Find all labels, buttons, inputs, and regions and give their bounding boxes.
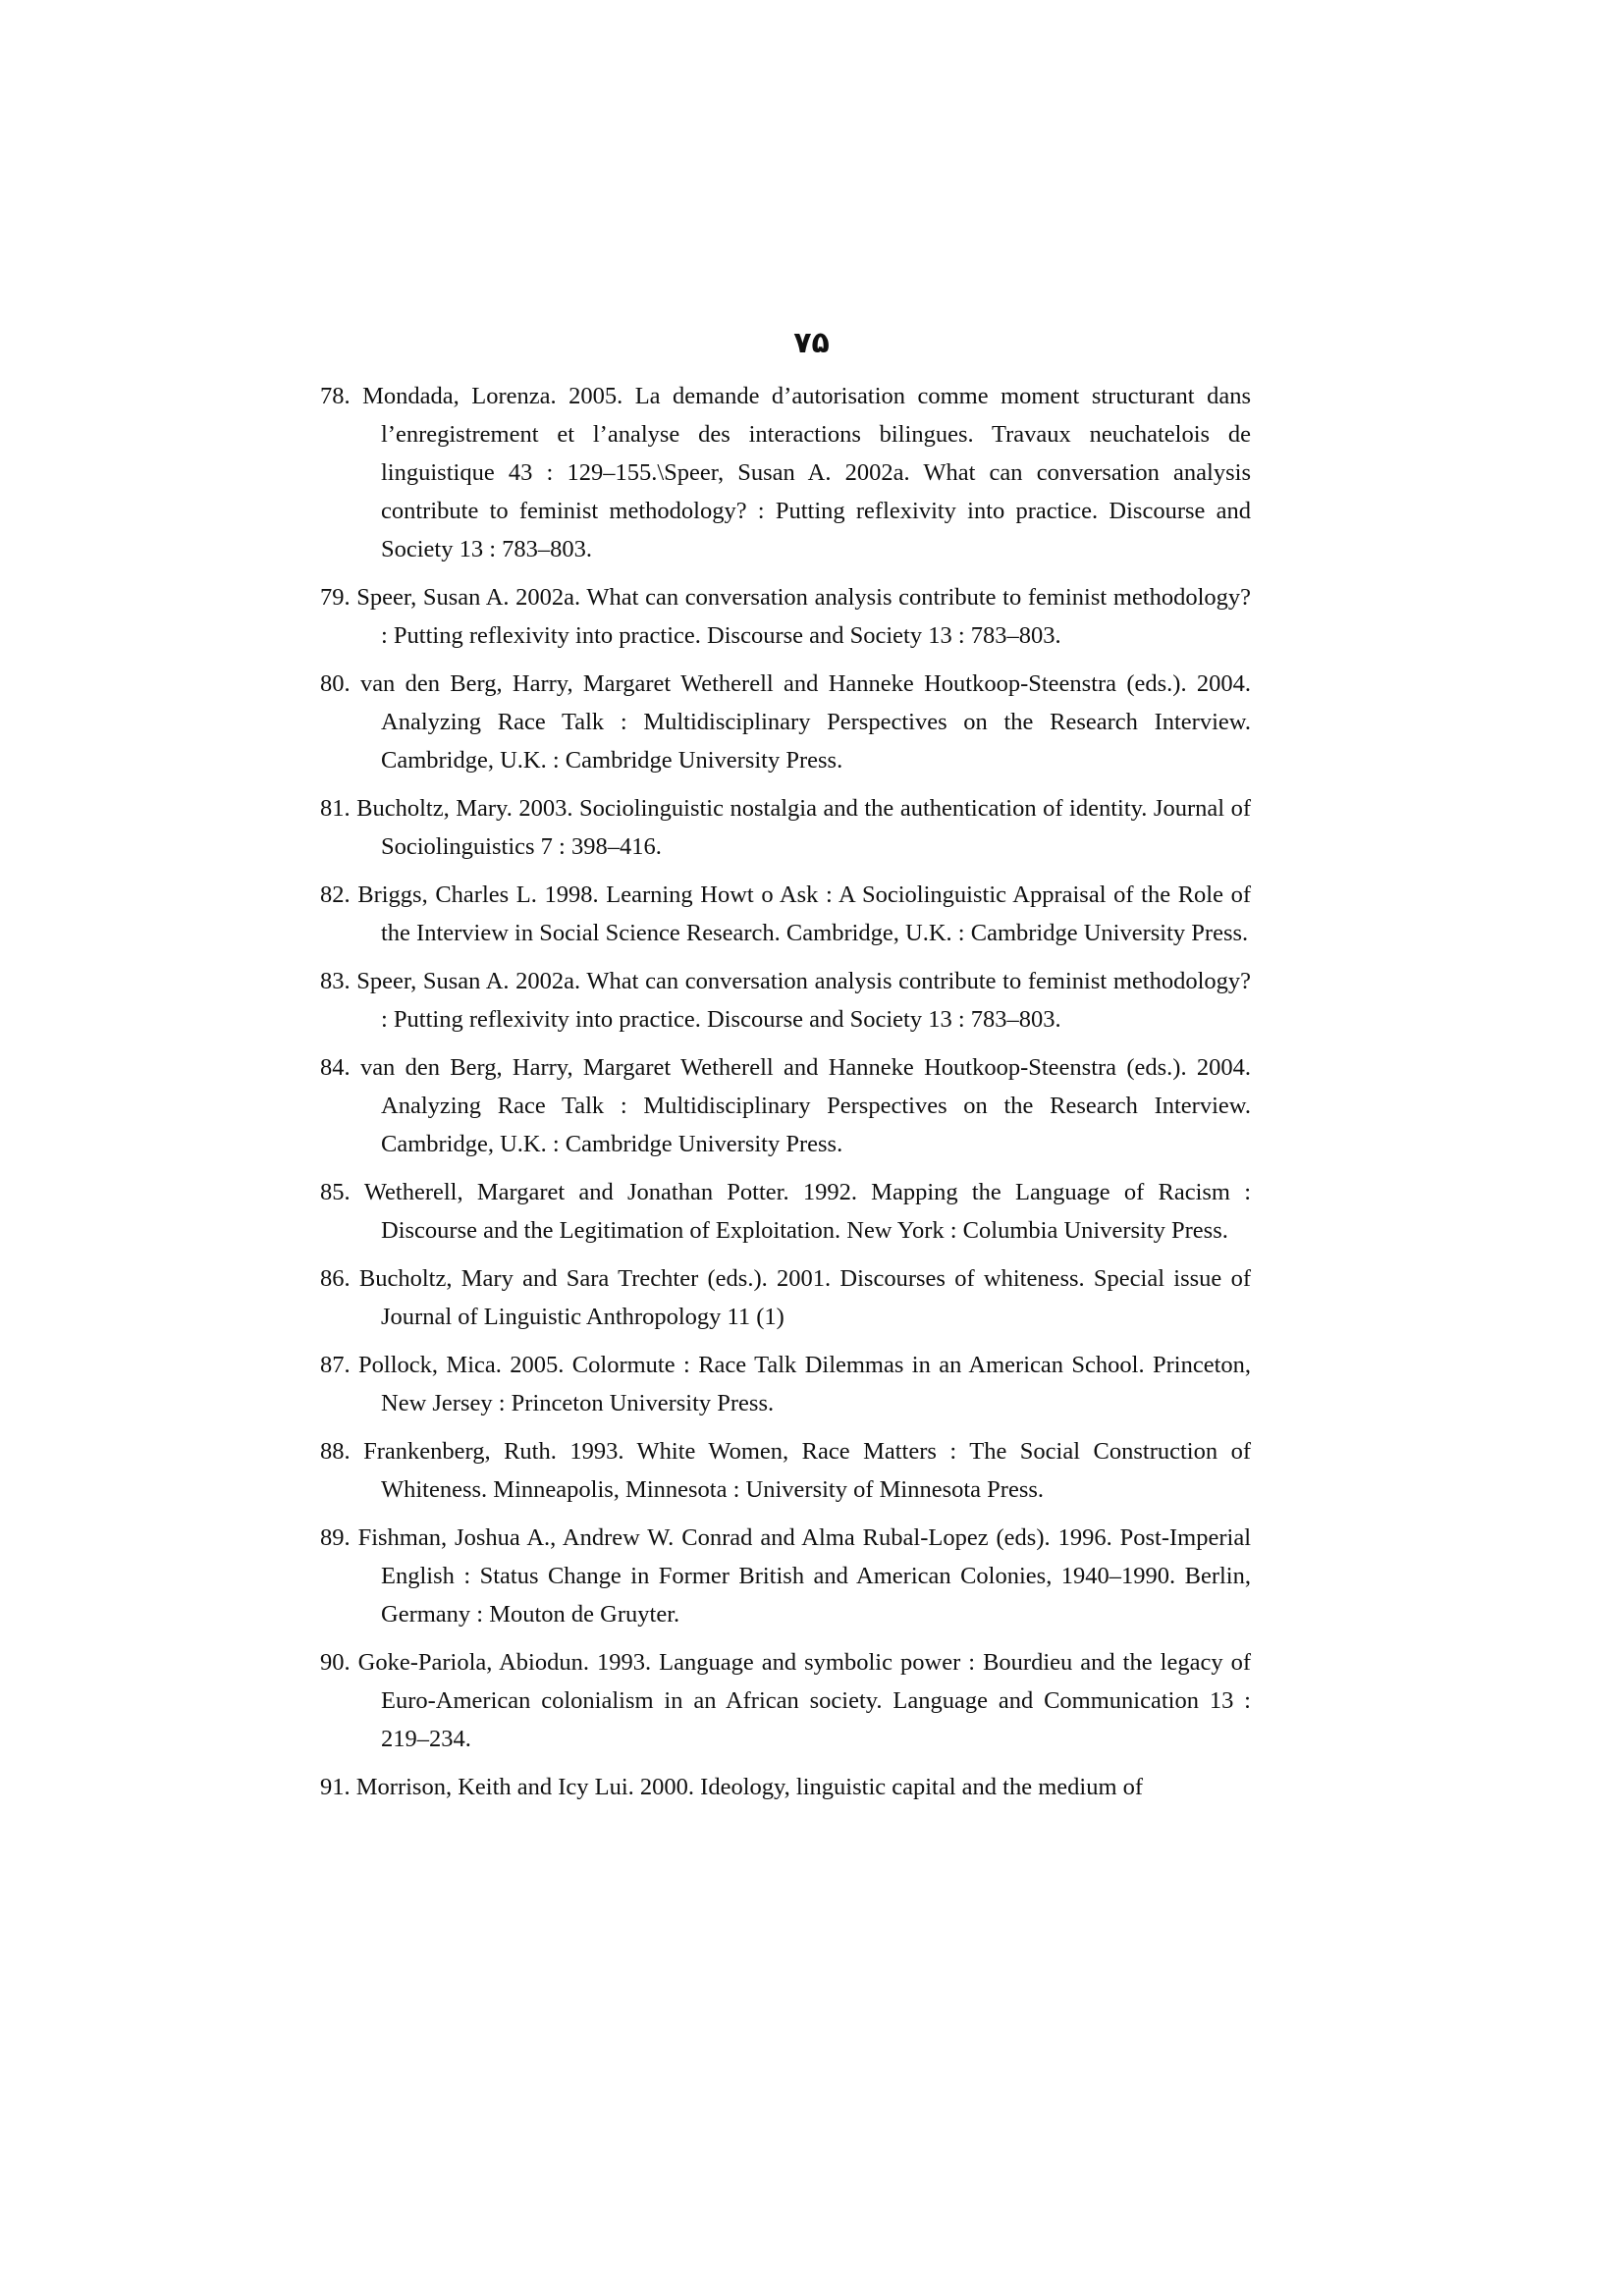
reference-number: 87.	[320, 1352, 351, 1378]
reference-item	[320, 1519, 1251, 1633]
reference-item	[320, 1259, 1251, 1336]
reference-number: 86.	[320, 1265, 351, 1292]
reference-item	[320, 789, 1251, 866]
reference-text: Goke-Pariola, Abiodun. 1993. Language and symbolic power : Bourdieu and the legacy of Euro-American colonialism in an African society. Language and Communication 13 : 219–234.	[357, 1649, 1252, 1752]
reference-number: 82.	[320, 881, 351, 908]
reference-text: Speer, Susan A. 2002a. What can conversation analysis contribute to feminist methodology? : Putting reflexivity into practice. Discourse and Society 13 : 783–803.	[356, 584, 1251, 649]
reference-text: Briggs, Charles L. 1998. Learning Howt o Ask : A Sociolinguistic Appraisal of the Role of the Interview in Social Science Research. Cambridge, U.K. : Cambridge University Press.	[357, 881, 1252, 946]
reference-item	[320, 665, 1251, 779]
reference-number: 85.	[320, 1179, 351, 1205]
reference-text: Wetherell, Margaret and Jonathan Potter. 1992. Mapping the Language of Racism : Discourse and the Legitimation of Exploitation. New York : Columbia University Press.	[363, 1179, 1252, 1244]
page-number: ۷۵	[793, 326, 830, 360]
reference-number: 88.	[320, 1438, 351, 1465]
reference-text: Fishman, Joshua A., Andrew W. Conrad and Alma Rubal-Lopez (eds). 1996. Post-Imperial English : Status Change in Former British and American Colonies, 1940–1990. Berlin, Germany : Mouton de Gruyter.	[357, 1524, 1251, 1628]
reference-number: 80.	[320, 670, 351, 697]
reference-item	[320, 1173, 1251, 1250]
reference-item	[320, 377, 1251, 568]
reference-item	[320, 1432, 1251, 1509]
reference-text: Morrison, Keith and Icy Lui. 2000. Ideology, linguistic capital and the medium of	[355, 1774, 1144, 1800]
reference-item	[320, 962, 1251, 1039]
reference-item	[320, 1048, 1251, 1163]
reference-list	[320, 377, 1251, 1816]
reference-item	[320, 1643, 1251, 1758]
reference-text: van den Berg, Harry, Margaret Wetherell and Hanneke Houtkoop-Steenstra (eds.). 2004. Analyzing Race Talk : Multidisciplinary Perspectives on the Research Interview. Cambridge, U.K. : Cambridge University Press.	[359, 670, 1251, 774]
reference-item	[320, 876, 1251, 952]
reference-number: 81.	[320, 795, 351, 822]
reference-number: 91.	[320, 1774, 351, 1800]
reference-item	[320, 1346, 1251, 1422]
reference-number: 83.	[320, 968, 351, 994]
reference-text: van den Berg, Harry, Margaret Wetherell and Hanneke Houtkoop-Steenstra (eds.). 2004. Analyzing Race Talk : Multidisciplinary Perspectives on the Research Interview. Cambridge, U.K. : Cambridge University Press.	[359, 1054, 1251, 1157]
reference-number: 78.	[320, 383, 351, 409]
reference-text: Mondada, Lorenza. 2005. La demande d’autorisation comme moment structurant dans l’enregistrement et l’analyse des interactions bilingues. Travaux neuchatelois de linguistique 43 : 129–155.\Speer, Susan A. 2002a. What can conversation analysis contribute to feminist methodology? : Putting reflexivity into practice. Discourse and Society 13 : 783–803.	[362, 383, 1252, 562]
reference-number: 89.	[320, 1524, 351, 1551]
reference-number: 79.	[320, 584, 351, 611]
reference-text: Bucholtz, Mary. 2003. Sociolinguistic nostalgia and the authentication of identity. Journal of Sociolinguistics 7 : 398–416.	[356, 795, 1251, 860]
reference-text: Pollock, Mica. 2005. Colormute : Race Talk Dilemmas in an American School. Princeton, New Jersey : Princeton University Press.	[358, 1352, 1252, 1416]
reference-number: 84.	[320, 1054, 351, 1081]
reference-number: 90.	[320, 1649, 351, 1676]
reference-text: Speer, Susan A. 2002a. What can conversation analysis contribute to feminist methodology? : Putting reflexivity into practice. Discourse and Society 13 : 783–803.	[356, 968, 1251, 1033]
reference-item	[320, 578, 1251, 655]
reference-text: Bucholtz, Mary and Sara Trechter (eds.). 2001. Discourses of whiteness. Special issue of Journal of Linguistic Anthropology 11 (1)	[358, 1265, 1251, 1330]
reference-text: Frankenberg, Ruth. 1993. White Women, Race Matters : The Social Construction of Whiteness. Minneapolis, Minnesota : University of Minnesota Press.	[363, 1438, 1251, 1503]
reference-item	[320, 1768, 1251, 1806]
